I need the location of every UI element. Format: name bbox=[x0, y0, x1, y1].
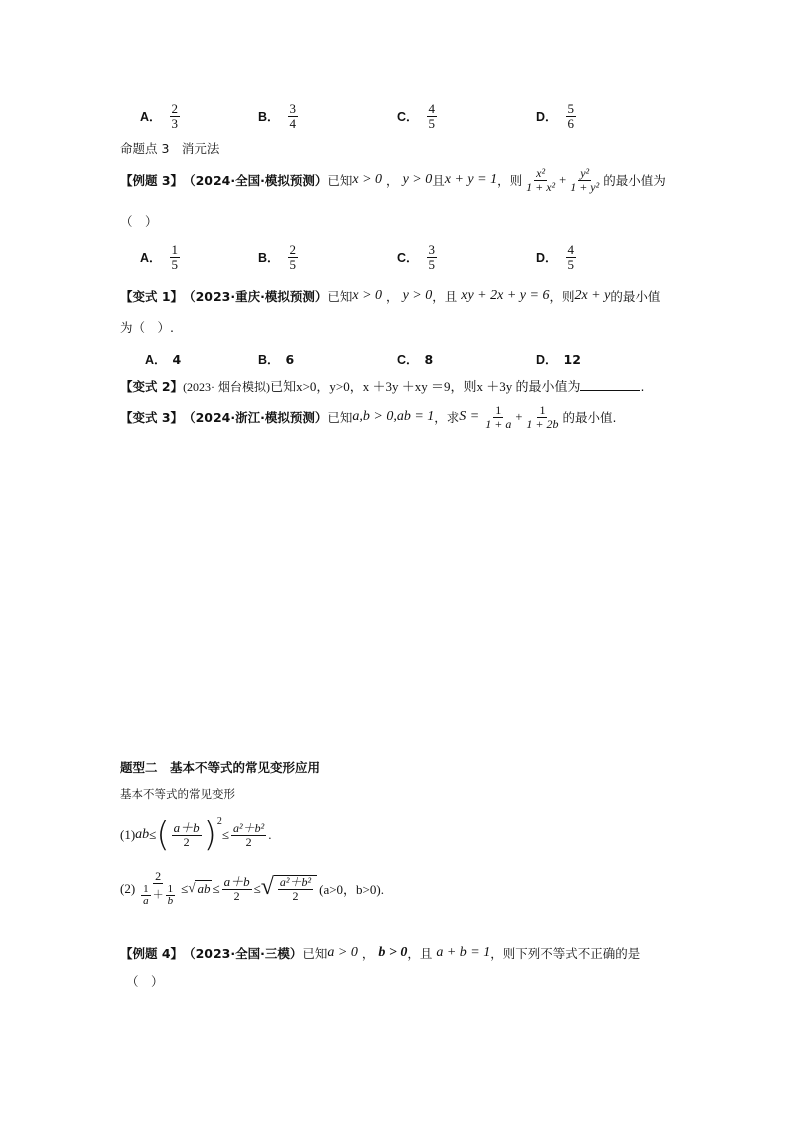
option-label: D． bbox=[536, 251, 558, 266]
leq: ≤ bbox=[221, 827, 229, 842]
text: ，则 bbox=[497, 173, 523, 189]
option-value: 12 bbox=[563, 351, 581, 367]
fraction: $\frac{3}{5}$ bbox=[428, 242, 436, 272]
prev-option-b bbox=[258, 102, 300, 130]
sqrt bbox=[261, 875, 317, 902]
text: 已知 bbox=[327, 173, 353, 189]
fraction: $\frac{1}{b}$ bbox=[167, 882, 174, 908]
variant-3 bbox=[120, 404, 617, 430]
var1-option-c bbox=[397, 350, 433, 368]
exponent: 2 bbox=[216, 816, 222, 827]
variant-2 bbox=[120, 376, 644, 395]
leq: ≤ bbox=[212, 880, 220, 896]
sqrt: √ ab bbox=[188, 880, 211, 897]
math: xy + 2x + y = 6 bbox=[461, 288, 550, 303]
variant-source: （2024·浙江·模拟预测） bbox=[183, 410, 328, 426]
radical-sign: √ bbox=[260, 874, 274, 901]
variant-bracket: 【变式 2】 bbox=[120, 379, 184, 394]
fraction: $\frac{4}{5}$ bbox=[567, 242, 575, 272]
leq: ≤ bbox=[253, 880, 261, 896]
text: 的最小值 bbox=[610, 289, 661, 304]
fraction: $\frac{\text{a²＋b²}}{2}$ bbox=[233, 820, 265, 849]
option-label: B． bbox=[258, 353, 280, 367]
prev-option-d bbox=[536, 102, 578, 130]
ex3-option-c bbox=[397, 243, 439, 271]
var1-option-a bbox=[145, 350, 181, 368]
fraction: $\frac{3}{4}$ bbox=[289, 101, 297, 131]
formula-2 bbox=[120, 870, 384, 908]
example-3-line1 bbox=[120, 167, 666, 193]
variant-text: 已知x>0，y>0，x ＋3y ＋xy ＝9，则x ＋3y 的最小值为 bbox=[270, 379, 581, 394]
formula-label: (1) bbox=[120, 827, 136, 842]
plus: ＋ bbox=[152, 888, 164, 901]
fraction: $\frac{a+b}{2}$ bbox=[223, 874, 250, 903]
variant-1-line1 bbox=[120, 287, 660, 305]
option-value: 4 bbox=[172, 351, 182, 367]
example-4-paren: （ ） bbox=[126, 974, 164, 989]
option-label: C． bbox=[397, 251, 419, 266]
text: ， bbox=[386, 289, 399, 304]
math: x > 0 bbox=[352, 288, 383, 303]
variant-source: (2023· 烟台模拟) bbox=[183, 380, 271, 394]
variant-1-line2: 为（ ）. bbox=[120, 320, 174, 335]
math: a + b = 1 bbox=[436, 945, 491, 960]
text: ，且 bbox=[407, 946, 433, 961]
option-label: C． bbox=[397, 110, 419, 125]
formula-1 bbox=[120, 815, 272, 855]
fraction: $\frac{4}{5}$ bbox=[428, 101, 436, 131]
math: S = bbox=[459, 409, 480, 425]
text: ，则 bbox=[549, 289, 575, 304]
fraction: 2 $\frac{1}{a}$ ＋ $\frac{1}{b}$ bbox=[137, 870, 179, 908]
option-value: 6 bbox=[285, 351, 295, 367]
fraction: $\frac{2}{5}$ bbox=[289, 242, 297, 272]
type-2-subtitle: 基本不等式的常见变形 bbox=[120, 787, 235, 801]
ex3-option-a bbox=[140, 243, 182, 271]
fraction: $\frac{2}{3}$ bbox=[171, 101, 179, 131]
prev-option-c bbox=[397, 102, 439, 130]
text: ， bbox=[386, 173, 399, 189]
option-label: C． bbox=[397, 353, 419, 367]
prev-option-a bbox=[140, 102, 182, 130]
math: x + y = 1 bbox=[444, 172, 498, 188]
variant-bracket: 【变式 1】 bbox=[120, 289, 184, 304]
var1-option-b bbox=[258, 350, 294, 368]
math: a,b > 0,ab = 1 bbox=[352, 409, 435, 425]
condition: (a>0，b>0). bbox=[319, 882, 384, 898]
type-2-title: 题型二 基本不等式的常见变形应用 bbox=[120, 760, 321, 775]
fraction: $\frac{1}{5}$ bbox=[171, 242, 179, 272]
radical-sign: √ bbox=[188, 880, 196, 896]
math: x > 0 bbox=[352, 172, 383, 188]
text: ， bbox=[361, 946, 375, 961]
option-label: D． bbox=[536, 110, 558, 125]
section-heading: 命题点 3 消元法 bbox=[120, 141, 220, 156]
fraction: $\frac{\text{x²}}{\text{1 + x²}}$ bbox=[526, 166, 556, 194]
text: 的最小值. bbox=[562, 410, 617, 426]
text: 已知 bbox=[302, 946, 328, 961]
ex3-option-b bbox=[258, 243, 300, 271]
fraction: $\frac{\text{y²}}{\text{1 + y²}}$ bbox=[570, 166, 600, 194]
example-bracket: 【例题 3】 bbox=[120, 173, 184, 189]
fraction: $\frac{1}{1 + 2b}$ bbox=[526, 403, 559, 431]
fraction: $\frac{1}{1 + a}$ bbox=[485, 403, 512, 431]
text: 已知 bbox=[327, 410, 353, 426]
text: ，求 bbox=[434, 410, 460, 426]
option-label: B． bbox=[258, 110, 280, 125]
text: ，且 bbox=[432, 289, 458, 304]
example-3-paren: （ ） bbox=[120, 214, 158, 229]
answer-blank bbox=[580, 378, 640, 391]
math: y > 0 bbox=[402, 172, 433, 188]
math: b > 0 bbox=[378, 945, 408, 960]
leq: ≤ bbox=[181, 880, 189, 896]
text: . bbox=[268, 827, 272, 842]
text: 的最小值为 bbox=[603, 173, 666, 189]
text: 且 bbox=[432, 173, 445, 189]
compound-denominator bbox=[137, 884, 179, 908]
fraction: $\frac{\text{a²＋b²}}{2}$ bbox=[279, 875, 312, 903]
math: y > 0 bbox=[402, 288, 433, 303]
math: 2x + y bbox=[574, 288, 611, 303]
plus: + bbox=[559, 172, 567, 187]
math: ab bbox=[135, 827, 150, 842]
radicand bbox=[274, 875, 317, 902]
math: a > 0 bbox=[327, 945, 358, 960]
option-label: D． bbox=[536, 353, 558, 367]
fraction: $\frac{5}{6}$ bbox=[567, 101, 575, 131]
fraction: $\frac{a+b}{2}$ bbox=[173, 820, 200, 850]
variant-source: （2023·重庆·模拟预测） bbox=[183, 289, 328, 304]
option-value: 8 bbox=[424, 351, 434, 367]
option-label: A． bbox=[145, 353, 167, 367]
var1-option-d bbox=[536, 350, 581, 368]
text: 已知 bbox=[327, 289, 353, 304]
text: ，则下列不等式不正确的是 bbox=[490, 946, 641, 961]
option-label: B． bbox=[258, 251, 280, 266]
example-4 bbox=[120, 944, 640, 962]
example-source: （2023·全国·三模） bbox=[183, 946, 303, 961]
option-label: A． bbox=[140, 110, 162, 125]
text: . bbox=[640, 379, 645, 394]
example-bracket: 【例题 4】 bbox=[120, 946, 184, 961]
plus: + bbox=[515, 409, 523, 424]
right-paren: ) bbox=[203, 815, 217, 855]
formula-label: (2) bbox=[120, 880, 136, 896]
option-label: A． bbox=[140, 251, 162, 266]
fraction: $\frac{1}{a}$ bbox=[143, 882, 149, 908]
ex3-option-d bbox=[536, 243, 578, 271]
left-paren: ( bbox=[156, 815, 170, 855]
variant-bracket: 【变式 3】 bbox=[120, 410, 184, 426]
example-source: （2024·全国·模拟预测） bbox=[183, 173, 328, 189]
leq: ≤ bbox=[149, 827, 157, 842]
